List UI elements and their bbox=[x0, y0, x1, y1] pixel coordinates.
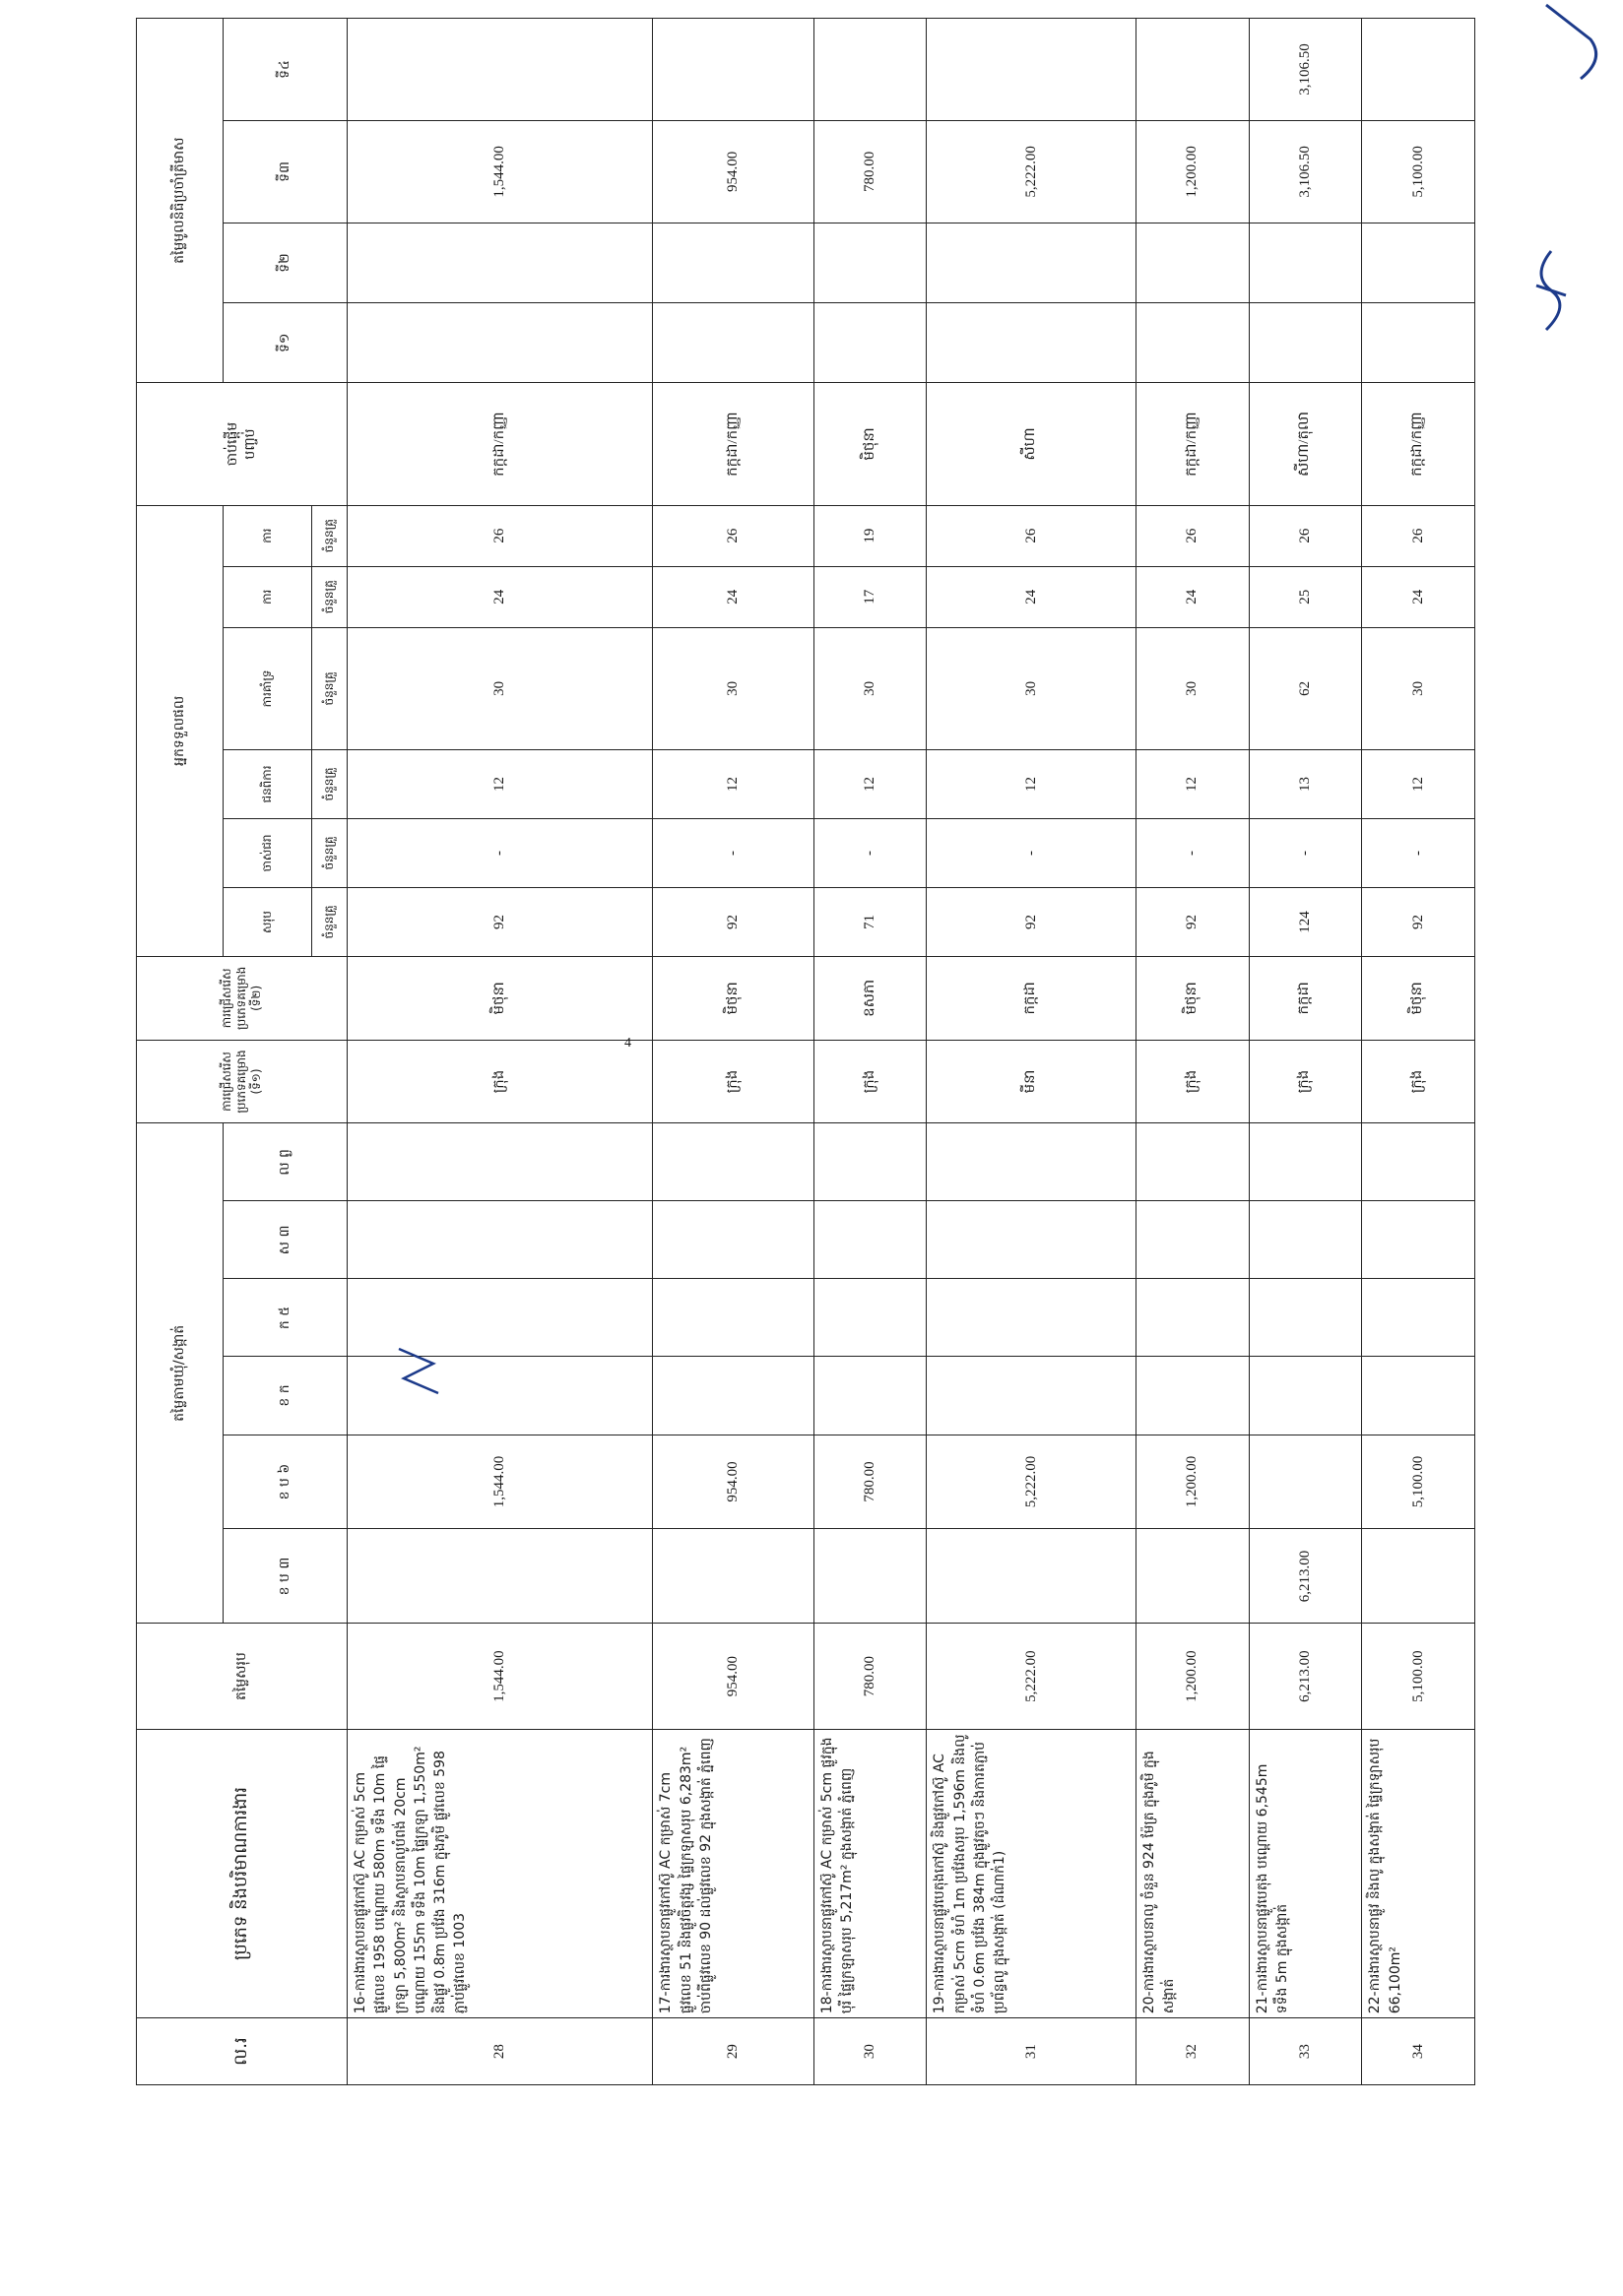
cell-q3: 3,106.50 bbox=[1249, 120, 1362, 223]
page-number: 4 bbox=[624, 1036, 631, 1051]
cell-c-b6: 5,222.00 bbox=[927, 1435, 1136, 1529]
cell-description: 20-ការងារស្ថាបនាលូ ចំនួន 924 ម៉ែត្រ ក្នុងភូមិ ក្នុងសង្កាត់ bbox=[1136, 1729, 1249, 2018]
cell-q1 bbox=[1362, 303, 1475, 383]
cell-q2 bbox=[348, 223, 653, 302]
commune-3: ខ ក bbox=[224, 1357, 348, 1435]
cell-disabled: 12 bbox=[1362, 750, 1475, 819]
cell-c1: 25 bbox=[1249, 566, 1362, 627]
cell-c2: 19 bbox=[813, 505, 927, 566]
cell-type2: ឧសភា bbox=[813, 957, 927, 1041]
cell-c1: 24 bbox=[927, 566, 1136, 627]
header-quarters: តម្លៃមូលនិធិប្រចាំត្រីមាស bbox=[137, 19, 224, 383]
cell-q4 bbox=[813, 19, 927, 121]
cell-c-b3 bbox=[348, 1529, 653, 1624]
header-no: ល.រ bbox=[137, 2018, 348, 2085]
benef-sub-1: ចំនួនគ្រួ bbox=[312, 888, 348, 957]
cell-total: 5,222.00 bbox=[927, 1624, 1136, 1729]
cell-support: 30 bbox=[1362, 627, 1475, 749]
header-implementation bbox=[137, 383, 348, 505]
cell-q2 bbox=[1136, 223, 1249, 302]
cell-description: 22-ការងារស្ថាបនាផ្លូវ និងលូ ក្នុងសង្កាត់ ផ្ទៃក្រឡាសរុប 66,100m² bbox=[1362, 1729, 1475, 2018]
cell-total: 1,544.00 bbox=[348, 1624, 653, 1729]
cell-support: 30 bbox=[927, 627, 1136, 749]
cell-q4 bbox=[927, 19, 1136, 121]
cell-disabled: 13 bbox=[1249, 750, 1362, 819]
cell-c2: 26 bbox=[1249, 505, 1362, 566]
cell-c5 bbox=[1362, 1201, 1475, 1279]
cell-impl: កក្កដា/កញ្ញា bbox=[1136, 383, 1249, 505]
commune-1: ខ ប ៣ bbox=[224, 1529, 348, 1624]
cell-impl: មិថុនា bbox=[813, 383, 927, 505]
table-row bbox=[1136, 19, 1249, 2085]
commune-4: ក ៥ bbox=[224, 1279, 348, 1357]
header-total: តម្លៃសរុប bbox=[137, 1624, 348, 1729]
cell-total-benef: 71 bbox=[813, 888, 927, 957]
cell-c5 bbox=[927, 1201, 1136, 1279]
cell-total: 954.00 bbox=[653, 1624, 814, 1729]
cell-no: 32 bbox=[1136, 2018, 1249, 2085]
cell-no: 30 bbox=[813, 2018, 927, 2085]
cell-c1: 24 bbox=[653, 566, 814, 627]
cell-c-b3 bbox=[927, 1529, 1136, 1624]
cell-support: 30 bbox=[653, 627, 814, 749]
cell-c3 bbox=[927, 1357, 1136, 1435]
cell-support: 30 bbox=[348, 627, 653, 749]
header-commune-group: តម្លៃតាមឃុំ/សង្កាត់ bbox=[137, 1123, 224, 1624]
cell-q4 bbox=[1362, 19, 1475, 121]
header-implementation-end: បញ្ចប់ bbox=[241, 428, 258, 460]
cell-type2: កក្កដា bbox=[927, 957, 1136, 1041]
cell-old: - bbox=[1362, 819, 1475, 888]
commune-2: ខ ប ៦ bbox=[224, 1435, 348, 1529]
cell-type1: មីនា bbox=[927, 1040, 1136, 1123]
cell-c6 bbox=[813, 1123, 927, 1201]
cell-c-b6: 954.00 bbox=[653, 1435, 814, 1529]
cell-c6 bbox=[1136, 1123, 1249, 1201]
benef-sub-3: ចំនួនគ្រួ bbox=[312, 750, 348, 819]
cell-q3: 1,200.00 bbox=[1136, 120, 1249, 223]
cell-q3: 954.00 bbox=[653, 120, 814, 223]
cell-q3: 5,100.00 bbox=[1362, 120, 1475, 223]
cell-c4 bbox=[653, 1279, 814, 1357]
cell-disabled: 12 bbox=[653, 750, 814, 819]
cell-c6 bbox=[1362, 1123, 1475, 1201]
cell-c3 bbox=[1249, 1357, 1362, 1435]
benef-sub-6: ចំនួនគ្រួ bbox=[312, 505, 348, 566]
cell-total-benef: 124 bbox=[1249, 888, 1362, 957]
cell-impl: កក្កដា/កញ្ញា bbox=[1362, 383, 1475, 505]
cell-total-benef: 92 bbox=[653, 888, 814, 957]
table-row bbox=[653, 19, 814, 2085]
quarter-1: ទី១ bbox=[224, 303, 348, 383]
cell-c-b6: 780.00 bbox=[813, 1435, 927, 1529]
benef-col-5: ការ bbox=[224, 566, 312, 627]
benef-sub-4: ចំនួនគ្រួ bbox=[312, 627, 348, 749]
quarter-4: ទី៤ bbox=[224, 19, 348, 121]
cell-q1 bbox=[653, 303, 814, 383]
cell-c-b3 bbox=[1136, 1529, 1249, 1624]
cell-c4 bbox=[1136, 1279, 1249, 1357]
cell-type1: ក្រុង bbox=[1136, 1040, 1249, 1123]
cell-impl: សីហា bbox=[927, 383, 1136, 505]
cell-type1: ក្រុង bbox=[1249, 1040, 1362, 1123]
table-row bbox=[813, 19, 927, 2085]
cell-c6 bbox=[1249, 1123, 1362, 1201]
cell-c5 bbox=[1136, 1201, 1249, 1279]
cell-old: - bbox=[653, 819, 814, 888]
cell-q3: 1,544.00 bbox=[348, 120, 653, 223]
cell-no: 31 bbox=[927, 2018, 1136, 2085]
cell-disabled: 12 bbox=[927, 750, 1136, 819]
handwritten-initial-icon bbox=[394, 1339, 443, 1398]
cell-q2 bbox=[653, 223, 814, 302]
cell-type1: ក្រុង bbox=[348, 1040, 653, 1123]
cell-q1 bbox=[348, 303, 653, 383]
cell-c-b6: 5,100.00 bbox=[1362, 1435, 1475, 1529]
cell-type1: ក្រុង bbox=[1362, 1040, 1475, 1123]
cell-c5 bbox=[653, 1201, 814, 1279]
cell-total: 5,100.00 bbox=[1362, 1624, 1475, 1729]
cell-total: 1,200.00 bbox=[1136, 1624, 1249, 1729]
cell-impl: កក្កដា/កញ្ញា bbox=[653, 383, 814, 505]
cell-q2 bbox=[1249, 223, 1362, 302]
cell-c2: 26 bbox=[927, 505, 1136, 566]
benef-col-4: ការគាំទ្រ bbox=[224, 627, 312, 749]
cell-c2: 26 bbox=[1136, 505, 1249, 566]
cell-q2 bbox=[927, 223, 1136, 302]
rotated-table-wrapper bbox=[136, 18, 1475, 2085]
cell-c2: 26 bbox=[653, 505, 814, 566]
cell-disabled: 12 bbox=[1136, 750, 1249, 819]
cell-c-b3 bbox=[653, 1529, 814, 1624]
header-beneficiaries: អ្នកទទួលផល bbox=[137, 505, 224, 956]
cell-q4: 3,106.50 bbox=[1249, 19, 1362, 121]
cell-c4 bbox=[813, 1279, 927, 1357]
cell-total-benef: 92 bbox=[348, 888, 653, 957]
table-row bbox=[348, 19, 653, 2085]
cell-impl: កក្កដា/កញ្ញា bbox=[348, 383, 653, 505]
commune-5: ស ៣ bbox=[224, 1201, 348, 1279]
cell-c1: 24 bbox=[348, 566, 653, 627]
cell-disabled: 12 bbox=[348, 750, 653, 819]
cell-total-benef: 92 bbox=[1136, 888, 1249, 957]
cell-q3: 5,222.00 bbox=[927, 120, 1136, 223]
cell-support: 30 bbox=[813, 627, 927, 749]
benef-col-1: សរុប bbox=[224, 888, 312, 957]
handwritten-mark-icon bbox=[1536, 0, 1615, 89]
cell-type1: ក្រុង bbox=[653, 1040, 814, 1123]
cell-c-b3 bbox=[1362, 1529, 1475, 1624]
cell-q4 bbox=[348, 19, 653, 121]
budget-table bbox=[136, 18, 1475, 2085]
cell-c5 bbox=[1249, 1201, 1362, 1279]
cell-c2: 26 bbox=[348, 505, 653, 566]
cell-c3 bbox=[1136, 1357, 1249, 1435]
cell-old: - bbox=[1249, 819, 1362, 888]
cell-type2: មិថុនា bbox=[1362, 957, 1475, 1041]
cell-description: 17-ការងារស្ថាបនាផ្លូវកៅស៊ូ AC កម្រាស់ 7cm ផ្លូវលេខ 51 និងផ្លូវចិត្តវង្ស ផ្ទៃក្រឡាសរុប 6,283m² ចាប់ពីផ្លូវលេខ 90 ដល់ផ្លូវលេខ 92 ក្នុងសង្កាត់ ភ្នំពេញ bbox=[653, 1729, 814, 2018]
cell-c-b6: 1,544.00 bbox=[348, 1435, 653, 1529]
cell-c4 bbox=[1362, 1279, 1475, 1357]
cell-c-b3 bbox=[813, 1529, 927, 1624]
cell-description: 16-ការងារស្ថាបនាផ្លូវកៅស៊ូ AC កម្រាស់ 5cm ផ្លូវលេខ 1958 បណ្តោយ 580m ទទឹង 10m ផ្ទៃក្រឡា 5,800m² និងស្ថាបនាលូបំពង់ 20cm បណ្តោយ 155m ទទឹង 10m ផ្ទៃក្រឡា 1,550m² និងផ្លូវ 0.8m ប្រវែង 316m ក្នុងភូមិ ផ្លូវលេខ 598 ភ្ជាប់ផ្លូវលេខ 1003 bbox=[348, 1729, 653, 2018]
cell-total-benef: 92 bbox=[927, 888, 1136, 957]
cell-no: 34 bbox=[1362, 2018, 1475, 2085]
cell-c6 bbox=[653, 1123, 814, 1201]
handwritten-signature-icon bbox=[1522, 246, 1581, 335]
header-type2: ការជ្រើសរើសប្រភេទគម្រោង (ទី២) bbox=[137, 957, 348, 1041]
header-description: ប្រភេទ និងបរិមាណការងារ bbox=[137, 1729, 348, 2018]
cell-c6 bbox=[348, 1123, 653, 1201]
header-type1: ការជ្រើសរើសប្រភេទគម្រោង (ទី១) bbox=[137, 1040, 348, 1123]
cell-no: 29 bbox=[653, 2018, 814, 2085]
cell-c-b6 bbox=[1249, 1435, 1362, 1529]
cell-q3: 780.00 bbox=[813, 120, 927, 223]
cell-q1 bbox=[1249, 303, 1362, 383]
benef-sub-5: ចំនួនគ្រួ bbox=[312, 566, 348, 627]
table-row bbox=[1362, 19, 1475, 2085]
cell-q4 bbox=[1136, 19, 1249, 121]
cell-support: 62 bbox=[1249, 627, 1362, 749]
cell-type1: ក្រុង bbox=[813, 1040, 927, 1123]
benef-col-2: ចាស់ជរា bbox=[224, 819, 312, 888]
cell-c3 bbox=[653, 1357, 814, 1435]
table-row bbox=[927, 19, 1136, 2085]
quarter-3: ទី៣ bbox=[224, 120, 348, 223]
cell-q1 bbox=[813, 303, 927, 383]
cell-q2 bbox=[1362, 223, 1475, 302]
commune-6: ល ព្ង bbox=[224, 1123, 348, 1201]
cell-total: 6,213.00 bbox=[1249, 1624, 1362, 1729]
cell-old: - bbox=[1136, 819, 1249, 888]
cell-type2: មិថុនា bbox=[348, 957, 653, 1041]
quarter-2: ទី២ bbox=[224, 223, 348, 302]
cell-no: 33 bbox=[1249, 2018, 1362, 2085]
cell-c3 bbox=[1362, 1357, 1475, 1435]
cell-disabled: 12 bbox=[813, 750, 927, 819]
cell-c1: 24 bbox=[1362, 566, 1475, 627]
cell-type2: មិថុនា bbox=[1136, 957, 1249, 1041]
cell-support: 30 bbox=[1136, 627, 1249, 749]
cell-old: - bbox=[813, 819, 927, 888]
cell-c4 bbox=[1249, 1279, 1362, 1357]
cell-impl: សីហា/តុលា bbox=[1249, 383, 1362, 505]
cell-description: 21-ការងារស្ថាបនាផ្លូវបេតុង បណ្តោយ 6,545m ទទឹង 5m ក្នុងសង្កាត់ bbox=[1249, 1729, 1362, 2018]
benef-col-6: ការ bbox=[224, 505, 312, 566]
cell-type2: មិថុនា bbox=[653, 957, 814, 1041]
benef-col-3: ជនពិការ bbox=[224, 750, 312, 819]
cell-c1: 17 bbox=[813, 566, 927, 627]
cell-old: - bbox=[927, 819, 1136, 888]
cell-c5 bbox=[813, 1201, 927, 1279]
cell-q4 bbox=[653, 19, 814, 121]
cell-c2: 26 bbox=[1362, 505, 1475, 566]
cell-c-b6: 1,200.00 bbox=[1136, 1435, 1249, 1529]
cell-total-benef: 92 bbox=[1362, 888, 1475, 957]
table-row bbox=[1249, 19, 1362, 2085]
cell-description: 19-ការងារស្ថាបនាផ្លូវបេតុងកៅស៊ូ និងផ្លូវកៅស៊ូ AC កម្រាស់ 5cm ទំហំ 1m ប្រវែងសរុប 1,596m និងលូទំហំ 0.6m ប្រវែង 384m ក្នុងផ្លូវតូចៗ និងការតភ្ជាប់ប្រព័ន្ធលូ ក្នុងសង្កាត់ (ដំណាក់1) bbox=[927, 1729, 1136, 2018]
cell-q1 bbox=[1136, 303, 1249, 383]
cell-q2 bbox=[813, 223, 927, 302]
cell-no: 28 bbox=[348, 2018, 653, 2085]
cell-type2: កក្កដា bbox=[1249, 957, 1362, 1041]
cell-q1 bbox=[927, 303, 1136, 383]
cell-description: 18-ការងារស្ថាបនាផ្លូវកៅស៊ូ AC កម្រាស់ 5cm ផ្លូវក្នុងបុរី ផ្ទៃក្រឡាសរុប 5,217m² ក្នុងសង្កាត់ ភ្នំពេញ bbox=[813, 1729, 927, 2018]
cell-c-b3: 6,213.00 bbox=[1249, 1529, 1362, 1624]
cell-total: 780.00 bbox=[813, 1624, 927, 1729]
cell-old: - bbox=[348, 819, 653, 888]
cell-c6 bbox=[927, 1123, 1136, 1201]
header-implementation-start: ចាប់ផ្តើម bbox=[225, 421, 240, 467]
benef-sub-2: ចំនួនគ្រួ bbox=[312, 819, 348, 888]
cell-c5 bbox=[348, 1201, 653, 1279]
cell-c4 bbox=[927, 1279, 1136, 1357]
cell-c3 bbox=[813, 1357, 927, 1435]
cell-c1: 24 bbox=[1136, 566, 1249, 627]
